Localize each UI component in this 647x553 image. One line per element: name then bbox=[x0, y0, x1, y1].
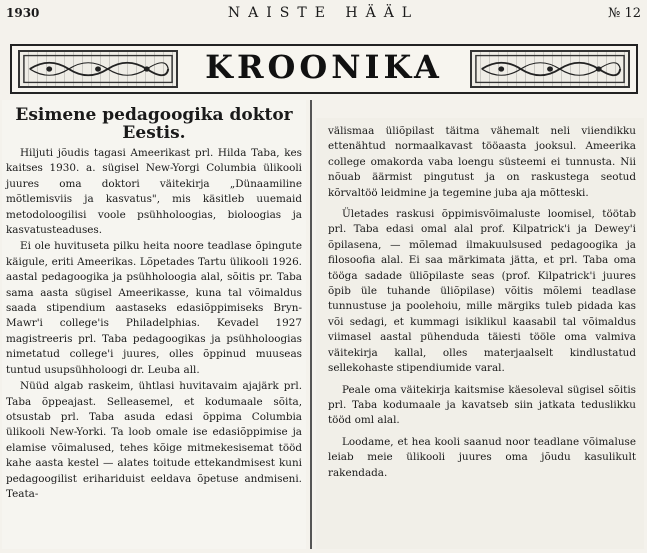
article-paragraph: Ületades raskusi õppimisvõimaluste loomisel, töötab prl. Taba edasi omal alal prof. Kilpatrick'i ja Dewey'i õpilasena, — mõlemad ilmakuulsused pedagoogika ja filosoofia alal. Ei saa märkimata jätta, et prl. Taba oma tööga sadade üliõpilaste seas (prof. Kilpatrick'i juures õpib üle tuhande üliõpilase) võitis mõlemi teadlase tunnustuse ja poolehoiu, mille märgiks tuleb pidada kas või sedagi, et kummagi isiklikul kaasabil tal võimaldus viimasel aastal pühenduda täiesti tööle oma valmiva väitekirja kallal, olles materjaalselt kindlustatud sellekohaste stipendiumide varal. bbox=[328, 208, 636, 375]
article-column-left bbox=[2, 100, 306, 549]
section-title: KROONIKA bbox=[205, 48, 443, 86]
page-year: 1930 bbox=[6, 6, 40, 20]
article-paragraph: välismaa üliõpilast täitma vähemalt neli viiendikku ettenähtud normaalkavast tööaasta jooksul. Ameerika college omakorda vaba loengu süsteemi ei tunnusta. Nii nõuab äärmist pingutust ja on raskustega seotud kõrvaltöö leidmine ja tegemine juba aja mõtteski. bbox=[328, 125, 636, 199]
issue-number: № 12 bbox=[608, 6, 641, 21]
article-paragraph: Hiljuti jõudis tagasi Ameerikast prl. Hilda Taba, kes kaitses 1930. a. sügisel New-Yorgi Columbia ülikooli juures oma doktori väitekirja „Dünaamiline mõtlemisviis ja kasvatus", mis käsitleb uuemaid metodoloogilisi voole psühholoogias, bioloogias ja kasvatusteaduses. bbox=[6, 147, 302, 237]
article-column-right bbox=[316, 118, 644, 549]
section-banner bbox=[10, 44, 638, 94]
article-paragraph: Peale oma väitekirja kaitsmise käesoleval sügisel sõitis prl. Taba kodumaale ja kavatseb siin jatkata teduslikku tööd oml alal. bbox=[328, 383, 636, 427]
column-divider bbox=[310, 100, 312, 549]
article-paragraph: Nüüd algab raskeim, ühtlasi huvitavaim ajajärk prl. Taba õppeajast. Selleasemel, et kodumaale sõita, otsustab prl. Taba asuda edasi õppima Columbia ülikooli New-Yorki. Ta loob omale ise edasiõppimise ja elamise võimalused, tehes kõige mitmekesisemat tööd kahe aasta kestel — alates toitude ettekandmisest kuni pedagoogilist erihariduist eeldava õpetuse andmiseni. Teata- bbox=[6, 380, 302, 500]
article-paragraph: Ei ole huvituseta pilku heita noore teadlase õpingute käigule, eriti Ameerikas. Lõpetades Tartu ülikooli 1926. aastal pedagoogika ja psühholoogia alal, sõitis pr. Taba sama aasta sügisel Ameerikasse, kuna tal võimaldus saada stipendium aastaseks edasiõppimiseks Bryn-Mawr'i college'is Philadelphias. Kevadel 1927 magistreeris prl. Taba pedagoogikas ja psühholoogias nimetatud college'i juures, olles õppinud muuseas tuntud usupsühholoogi dr. Leuba all. bbox=[6, 240, 302, 376]
ornament-right-icon bbox=[470, 50, 630, 88]
article-paragraph: Loodame, et hea kooli saanud noor teadlane võimaluse leiab meie ülikooli juures oma jõudu kasulikult rakendada. bbox=[328, 435, 636, 479]
page-header bbox=[6, 4, 641, 22]
ornament-left-icon bbox=[18, 50, 178, 88]
article-headline: Esimene pedagoogika doktor Eestis. bbox=[15, 105, 293, 143]
masthead: NAISTE HÄÄL bbox=[227, 5, 420, 21]
